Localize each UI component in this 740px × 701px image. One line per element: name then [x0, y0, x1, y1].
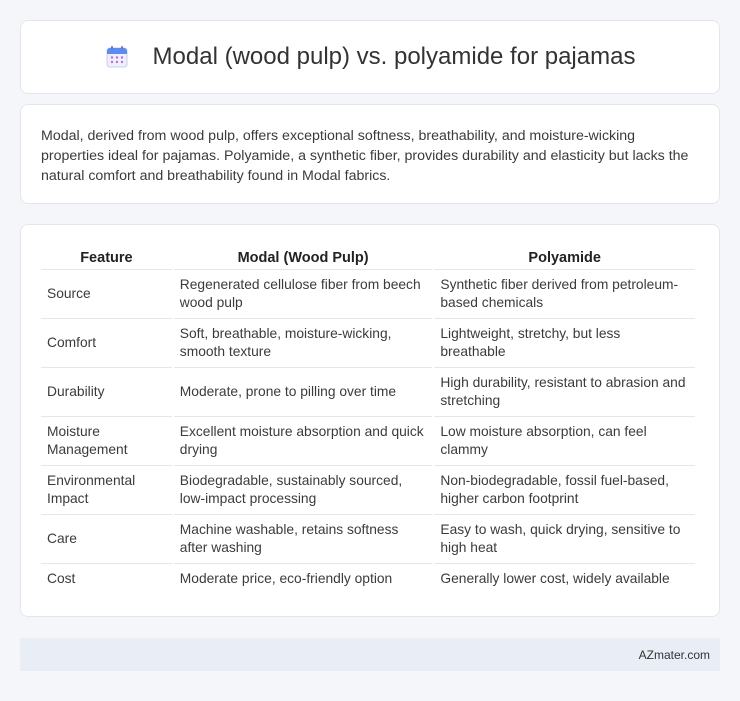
table-row: [41, 319, 695, 368]
modal-cell: Machine washable, retains softness after washing: [174, 515, 433, 564]
feature-cell: Moisture Management: [41, 417, 172, 466]
table-header-row: [41, 245, 695, 270]
header-modal: Modal (Wood Pulp): [174, 245, 433, 270]
table-row: [41, 417, 695, 466]
polyamide-cell: Generally lower cost, widely available: [440, 571, 670, 586]
feature-cell: Durability: [41, 368, 172, 417]
polyamide-cell: Non-biodegradable, fossil fuel-based, higher carbon footprint: [434, 466, 695, 515]
feature-cell: Source: [41, 270, 172, 319]
table-row: [41, 270, 695, 319]
feature-cell: Environmental Impact: [41, 466, 172, 515]
intro-card: [20, 104, 720, 204]
table-row: [41, 564, 695, 594]
header-feature: Feature: [41, 245, 172, 270]
feature-cell: Care: [41, 515, 172, 564]
intro-paragraph: Modal, derived from wood pulp, offers exceptional softness, breathability, and moisture-wicking properties ideal for pajamas. Polyamide, a synthetic fiber, provides durability and elasticity but lacks the natural comfort and breathability found in Modal fabrics.: [41, 128, 689, 184]
table-row: [41, 466, 695, 515]
polyamide-cell: Synthetic fiber derived from petroleum-based chemicals: [434, 270, 695, 319]
header-card: [20, 20, 720, 94]
modal-cell: Excellent moisture absorption and quick drying: [174, 417, 433, 466]
polyamide-cell: High durability, resistant to abrasion and stretching: [434, 368, 695, 417]
modal-cell: Biodegradable, sustainably sourced, low-impact processing: [174, 466, 433, 515]
feature-cell: Comfort: [41, 319, 172, 368]
footer-site-name: AZmater.com: [638, 647, 710, 662]
footer-bar: [20, 638, 720, 671]
polyamide-cell: Easy to wash, quick drying, sensitive to high heat: [434, 515, 695, 564]
calendar-icon: [105, 45, 129, 69]
comparison-table: [39, 245, 697, 594]
polyamide-cell: Lightweight, stretchy, but less breathable: [434, 319, 695, 368]
modal-cell: Moderate, prone to pilling over time: [174, 368, 433, 417]
modal-cell: Regenerated cellulose fiber from beech wood pulp: [174, 270, 433, 319]
feature-cell: Cost: [47, 571, 76, 586]
modal-cell: Moderate price, eco-friendly option: [179, 571, 393, 586]
comparison-table-card: [20, 224, 720, 617]
table-row: [41, 368, 695, 417]
header-polyamide: Polyamide: [434, 245, 695, 270]
modal-cell: Soft, breathable, moisture-wicking, smooth texture: [174, 319, 433, 368]
table-row: [41, 515, 695, 564]
page-title: Modal (wood pulp) vs. polyamide for pajamas: [152, 43, 636, 70]
polyamide-cell: Low moisture absorption, can feel clammy: [434, 417, 695, 466]
